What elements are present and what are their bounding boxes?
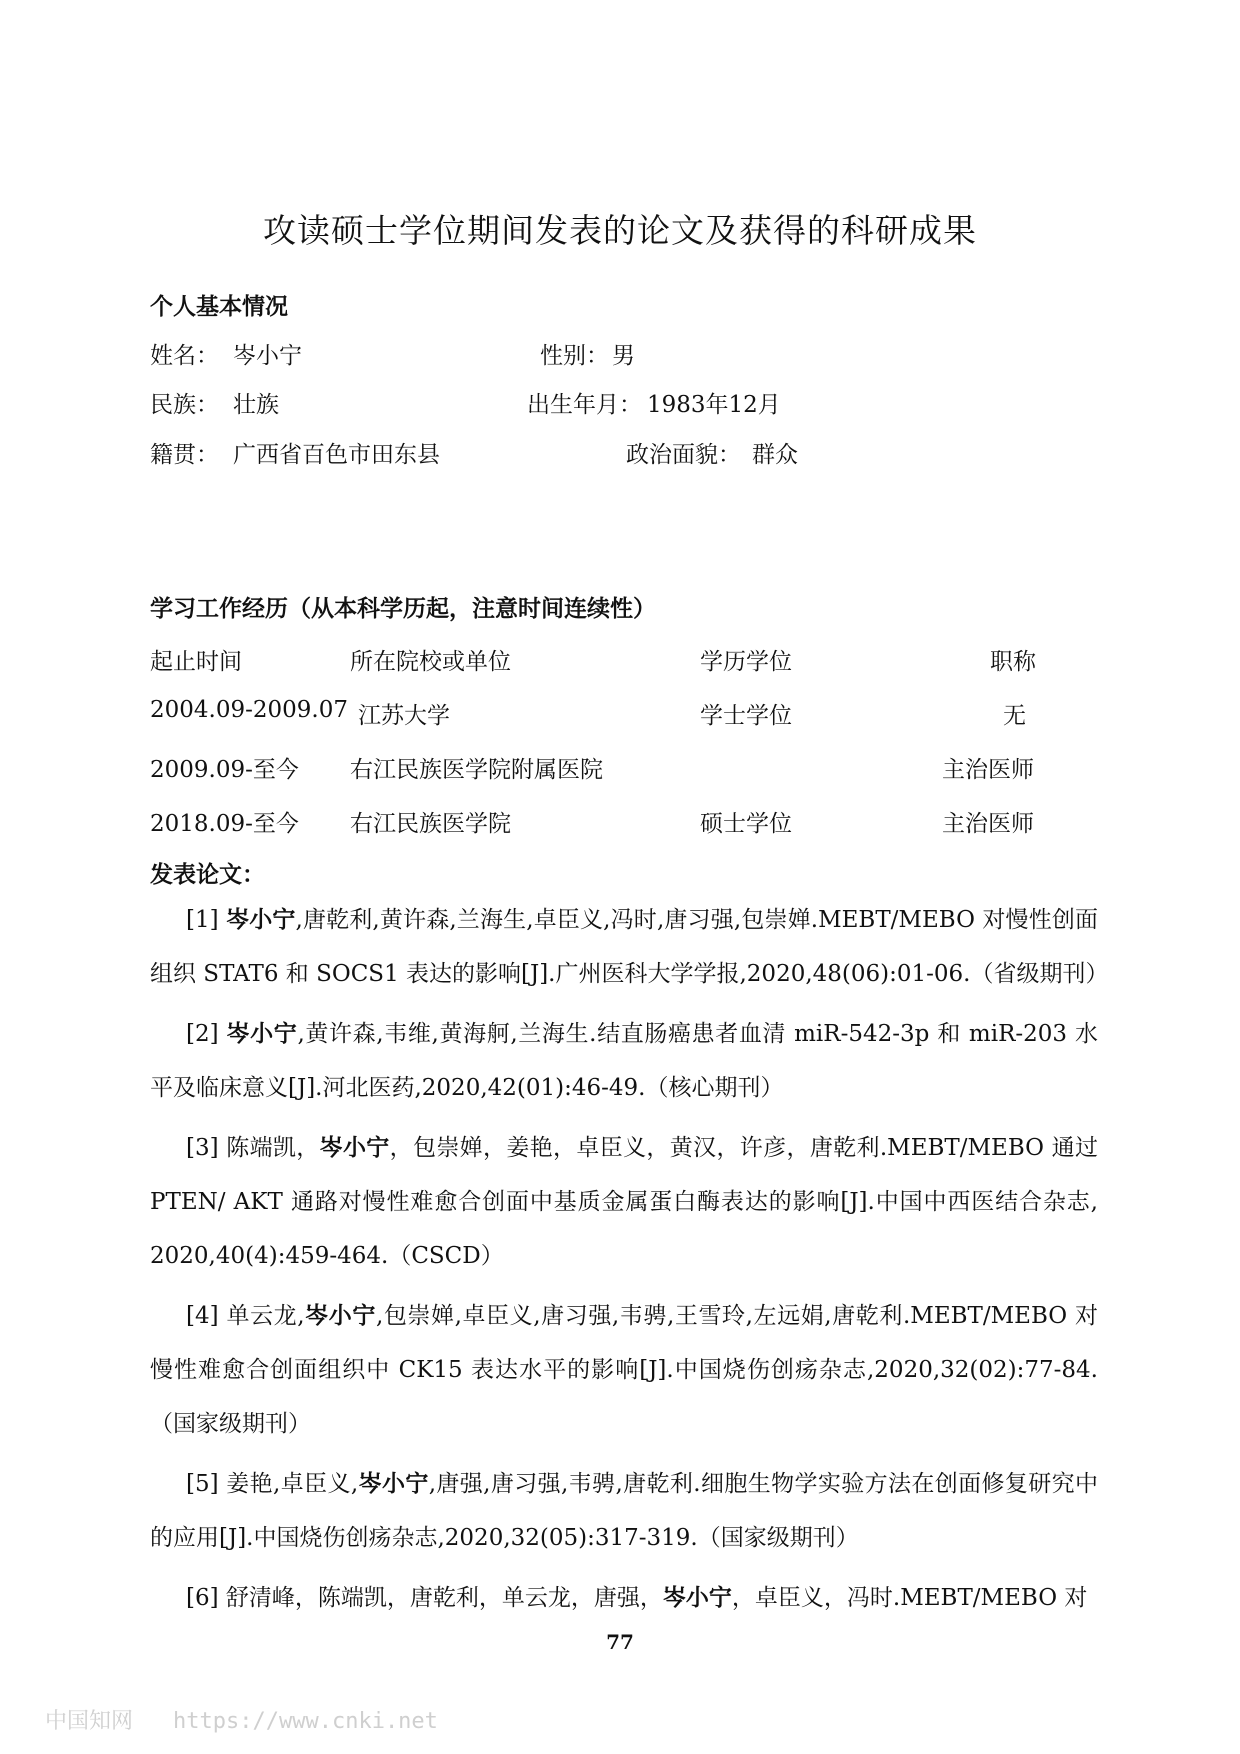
papers-heading: 发表论文： bbox=[150, 861, 265, 888]
ref-number: [3] bbox=[186, 1135, 219, 1161]
ref-author-highlight: 岑小宁 bbox=[304, 1302, 376, 1329]
ref-text: ，卓臣义，冯时.MEBT/MEBO 对 bbox=[731, 1585, 1088, 1611]
exp-row-2-period: 2009.09-至今 bbox=[150, 757, 299, 783]
gender-value: 男 bbox=[612, 343, 635, 369]
exp-row-3-degree: 硕士学位 bbox=[700, 811, 792, 837]
exp-header-institution: 所在院校或单位 bbox=[350, 649, 511, 675]
ref-text: ，包崇婵，姜艳，卓臣义，黄汉，许彦，唐乾利.MEBT/MEBO 通过 PTEN/ AKT 通路对慢性难愈合创面中基质金属蛋白酶表达的影响[J].中国中西医结合杂志, 2020,40(4):459-464.（CSCD） bbox=[150, 1135, 1099, 1269]
ref-text: ,黄许森,韦维,黄海舸,兰海生.结直肠癌患者血清 miR-542-3p 和 miR-203 水平及临床意义[J].河北医药,2020,42(01):46-49.（核心期刊） bbox=[150, 1021, 1099, 1101]
ref-author-highlight: 岑小宁 bbox=[226, 906, 296, 933]
ref-author-highlight: 岑小宁 bbox=[319, 1134, 390, 1161]
ref-text: ,唐强,唐习强,韦骋,唐乾利.细胞生物学实验方法在创面修复研究中的应用[J].中国烧伤创疡杂志,2020,32(05):317-319.（国家级期刊） bbox=[150, 1471, 1099, 1551]
exp-row-1-institution: 江苏大学 bbox=[358, 703, 450, 729]
watermark-url: https://www.cnki.net bbox=[173, 1709, 438, 1734]
reference-list bbox=[150, 893, 1109, 1631]
exp-header-degree: 学历学位 bbox=[700, 649, 792, 675]
ethnicity-label: 民族： bbox=[150, 392, 219, 418]
cnki-watermark bbox=[45, 1704, 438, 1735]
ref-author-highlight: 岑小宁 bbox=[662, 1584, 732, 1611]
political-label: 政治面貌： bbox=[626, 442, 741, 468]
ref-text: ,包崇婵,卓臣义,唐习强,韦骋,王雪玲,左远娟,唐乾利.MEBT/MEBO 对慢性难愈合创面组织中 CK15 表达水平的影响[J].中国烧伤创疡杂志,2020,32(02):77-84.（国家级期刊） bbox=[150, 1303, 1099, 1437]
reference-item bbox=[150, 893, 1109, 1001]
experience-heading: 学习工作经历（从本科学历起，注意时间连续性） bbox=[150, 595, 656, 622]
exp-row-1-title: 无 bbox=[1003, 703, 1026, 729]
exp-row-3-institution: 右江民族医学院 bbox=[350, 811, 511, 837]
exp-row-2-title: 主治医师 bbox=[942, 757, 1034, 783]
gender-label: 性别： bbox=[540, 343, 609, 369]
ref-author-highlight: 岑小宁 bbox=[226, 1020, 298, 1047]
exp-row-2-institution: 右江民族医学院附属医院 bbox=[350, 757, 603, 783]
exp-header-title: 职称 bbox=[990, 649, 1036, 675]
exp-header-period: 起止时间 bbox=[150, 649, 242, 675]
exp-row-1-period: 2004.09-2009.07 bbox=[150, 697, 348, 723]
ref-number: [1] bbox=[186, 907, 219, 933]
reference-item bbox=[150, 1571, 1098, 1625]
exp-row-3-title: 主治医师 bbox=[942, 811, 1034, 837]
ref-authors-before: 单云龙, bbox=[226, 1303, 305, 1329]
ref-number: [6] bbox=[186, 1585, 219, 1611]
page-number: 77 bbox=[606, 1630, 634, 1654]
origin-value: 广西省百色市田东县 bbox=[233, 442, 440, 468]
ref-author-highlight: 岑小宁 bbox=[358, 1470, 429, 1497]
exp-row-3-period: 2018.09-至今 bbox=[150, 811, 299, 837]
origin-label: 籍贯： bbox=[150, 442, 219, 468]
ethnicity-value: 壮族 bbox=[233, 392, 279, 418]
ref-authors-before: 姜艳,卓臣义, bbox=[226, 1471, 359, 1497]
reference-item bbox=[150, 1457, 1098, 1565]
exp-row-1-degree: 学士学位 bbox=[700, 703, 792, 729]
birth-label: 出生年月： bbox=[527, 392, 642, 418]
ref-number: [2] bbox=[186, 1021, 219, 1047]
birth-value: 1983年12月 bbox=[647, 392, 781, 418]
reference-item bbox=[150, 1121, 1098, 1283]
watermark-brand: 中国知网 bbox=[45, 1709, 134, 1734]
ref-text: ,唐乾利,黄许森,兰海生,卓臣义,冯时,唐习强,包崇婵.MEBT/MEBO 对慢性创面组织 STAT6 和 SOCS1 表达的影响[J].广州医科大学学报,2020,48(06):01-06.（省级期刊） bbox=[150, 907, 1109, 987]
ref-number: [4] bbox=[186, 1303, 219, 1329]
reference-item bbox=[150, 1289, 1098, 1451]
political-value: 群众 bbox=[752, 442, 798, 468]
name-label: 姓名： bbox=[150, 343, 219, 369]
ref-number: [5] bbox=[186, 1471, 219, 1497]
ref-authors-before: 陈端凯， bbox=[226, 1135, 320, 1161]
ref-authors-before: 舒清峰，陈端凯，唐乾利，单云龙，唐强， bbox=[225, 1585, 663, 1611]
personal-heading: 个人基本情况 bbox=[150, 293, 288, 320]
page-title: 攻读硕士学位期间发表的论文及获得的科研成果 bbox=[263, 211, 977, 250]
reference-item bbox=[150, 1007, 1098, 1115]
name-value: 岑小宁 bbox=[233, 343, 302, 369]
